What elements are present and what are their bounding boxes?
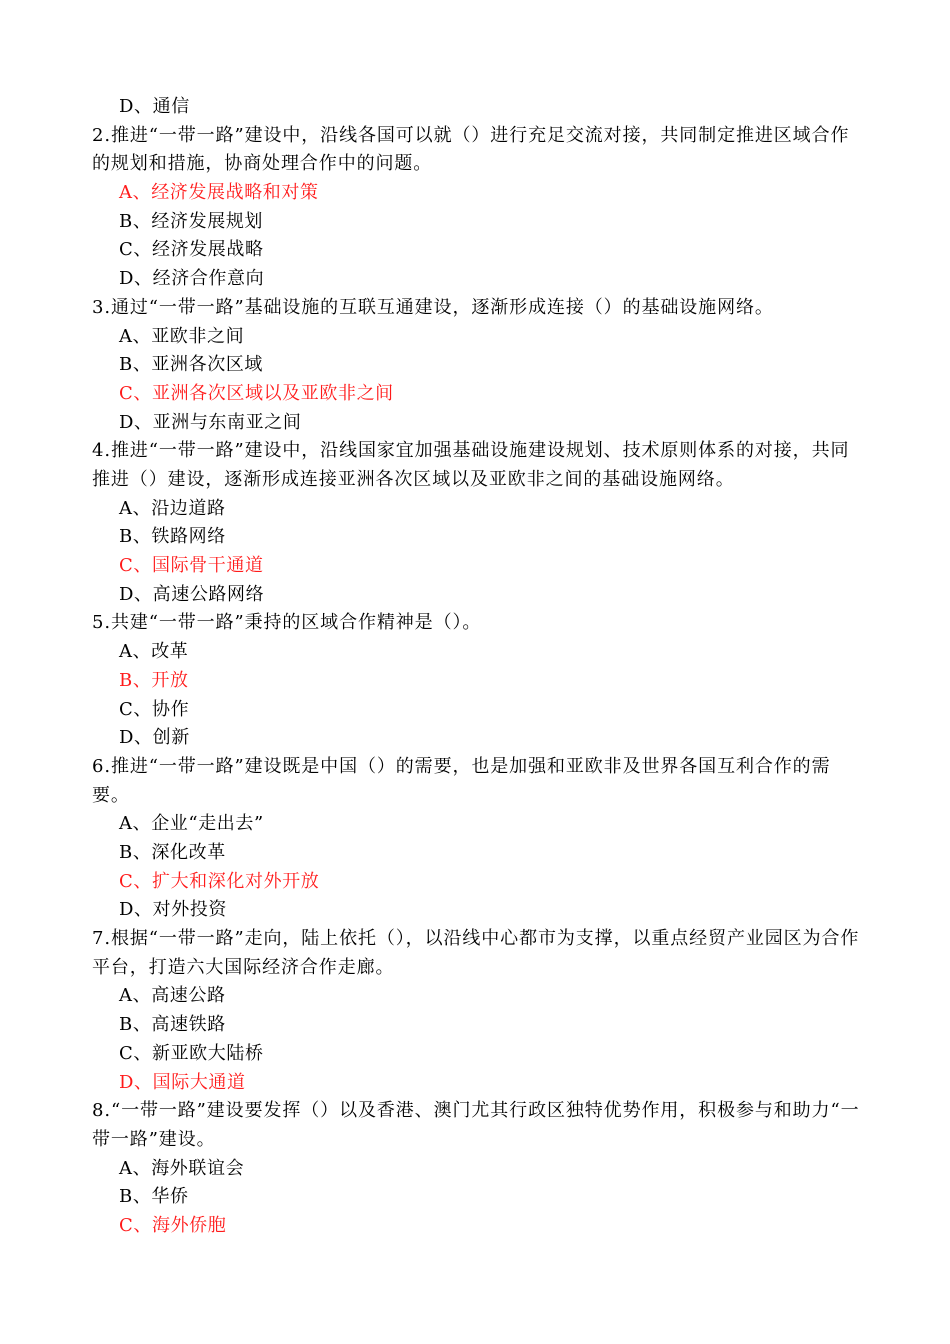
answer-option: C、协作 (119, 698, 190, 720)
answer-option: B、高速铁路 (119, 1014, 226, 1036)
answer-option: C、经济发展战略 (119, 239, 264, 261)
answer-option: D、高速公路网络 (119, 583, 265, 605)
answer-option-correct: C、国际骨干通道 (119, 555, 264, 577)
answer-option-correct: C、海外侨胞 (119, 1215, 227, 1236)
answer-option: D、创新 (119, 727, 190, 749)
answer-option: B、经济发展规划 (119, 210, 264, 232)
question-text: 3.通过“一带一路”基础设施的互联互通建设，逐渐形成连接（）的基础设施网络。 (92, 296, 774, 318)
answer-option: C、新亚欧大陆桥 (119, 1042, 264, 1064)
answer-option: D、经济合作意向 (119, 268, 265, 290)
answer-option: B、华侨 (119, 1186, 189, 1208)
answer-option-correct: A、经济发展战略和对策 (119, 182, 319, 204)
answer-option: A、改革 (119, 641, 189, 663)
answer-option: B、深化改革 (119, 842, 226, 863)
answer-option: A、海外联谊会 (119, 1157, 245, 1179)
question-text: 8.“一带一路”建设要发挥（）以及香港、澳门尤其行政区独特优势作用，积极参与和助力“一带一路”建设。 (92, 1100, 860, 1150)
question-text: 5.共建“一带一路”秉持的区域合作精神是（）。 (92, 612, 482, 634)
answer-option-correct: B、开放 (119, 669, 189, 691)
answer-option: D、亚洲与东南亚之间 (119, 411, 302, 433)
question-document (92, 93, 862, 1241)
answer-option-correct: C、亚洲各次区域以及亚欧非之间 (119, 382, 394, 404)
question-text: 2.推进“一带一路”建设中，沿线各国可以就（）进行充足交流对接，共同制定推进区域合作的规划和措施，协商处理合作中的问题。 (92, 124, 850, 175)
answer-option: B、亚洲各次区域 (119, 354, 264, 376)
answer-option: D、对外投资 (119, 899, 228, 921)
answer-option: D、通信 (119, 96, 190, 117)
answer-option: A、亚欧非之间 (119, 325, 245, 347)
answer-option: B、铁路网络 (119, 526, 226, 548)
answer-option: A、高速公路 (119, 985, 226, 1007)
answer-option: A、沿边道路 (119, 497, 226, 519)
answer-option: A、企业“走出去” (119, 813, 264, 835)
answer-option-correct: D、国际大通道 (119, 1071, 246, 1093)
question-text: 4.推进“一带一路”建设中，沿线国家宜加强基础设施建设规划、技术原则体系的对接，共同推进（）建设，逐渐形成连接亚洲各次区域以及亚欧非之间的基础设施网络。 (92, 440, 850, 490)
question-text: 6.推进“一带一路”建设既是中国（）的需要，也是加强和亚欧非及世界各国互利合作的需要。 (92, 755, 831, 806)
question-text: 7.根据“一带一路”走向，陆上依托（），以沿线中心都市为支撑，以重点经贸产业园区为合作平台，打造六大国际经济合作走廊。 (92, 928, 860, 978)
answer-option-correct: C、扩大和深化对外开放 (119, 870, 320, 892)
